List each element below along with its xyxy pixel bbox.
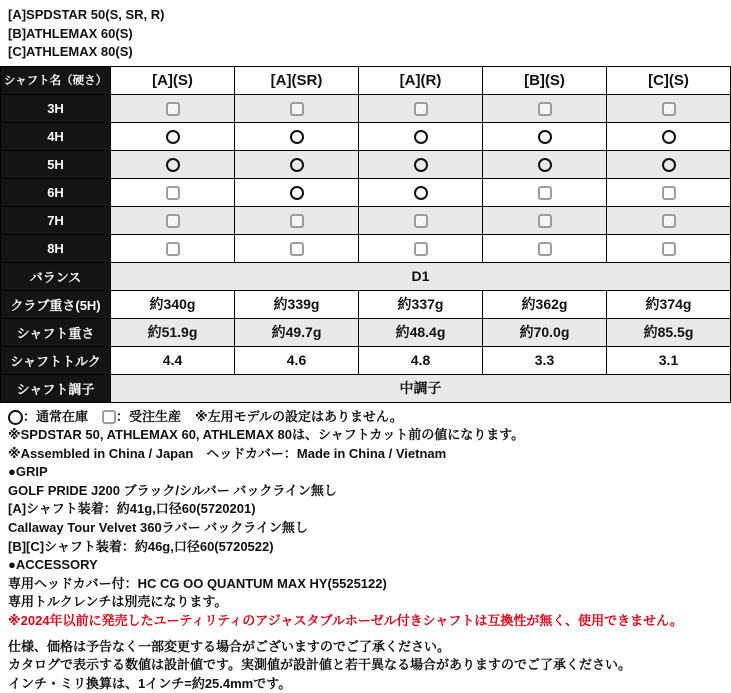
row-label: 8H xyxy=(1,234,111,262)
made-to-order-square-icon xyxy=(166,186,180,200)
model-line: [C]ATHLEMAX 80(S) xyxy=(8,43,731,62)
availability-cell xyxy=(235,150,359,178)
spec-value-merged: 中調子 xyxy=(111,374,731,402)
table-corner-label: シャフト名（硬さ） xyxy=(1,66,111,94)
table-row xyxy=(1,346,731,374)
in-stock-circle-icon xyxy=(166,130,180,144)
availability-cell xyxy=(235,234,359,262)
availability-cell xyxy=(111,206,235,234)
row-label: 6H xyxy=(1,178,111,206)
availability-cell xyxy=(607,94,731,122)
spec-value: 4.8 xyxy=(359,346,483,374)
table-row xyxy=(1,262,731,290)
model-list xyxy=(0,0,731,64)
accessory-heading: ●ACCESSORY xyxy=(8,556,731,575)
column-header: [A](R) xyxy=(359,66,483,94)
row-label: クラブ重さ(5H) xyxy=(1,290,111,318)
legend-line xyxy=(8,408,731,427)
column-header: [C](S) xyxy=(607,66,731,94)
in-stock-circle-icon xyxy=(538,130,552,144)
availability-cell xyxy=(483,94,607,122)
availability-cell xyxy=(359,206,483,234)
made-to-order-square-icon xyxy=(538,102,552,116)
legend-order-label: ：受注生産 xyxy=(116,409,181,424)
availability-cell xyxy=(235,122,359,150)
note-line: ※Assembled in China / Japan ヘッドカバー：Made in China / Vietnam xyxy=(8,445,731,464)
spec-value: 約339g xyxy=(235,290,359,318)
footer-line: 仕様、価格は予告なく一部変更する場合がございますのでご了承ください。 xyxy=(8,638,731,657)
spec-value: 約374g xyxy=(607,290,731,318)
availability-cell xyxy=(111,178,235,206)
availability-cell xyxy=(483,234,607,262)
made-to-order-square-icon xyxy=(290,102,304,116)
grip-heading: ●GRIP xyxy=(8,463,731,482)
footer-line: インチ・ミリ換算は、1インチ=約25.4mmです。 xyxy=(8,675,731,693)
spec-value: 4.6 xyxy=(235,346,359,374)
in-stock-circle-icon xyxy=(290,158,304,172)
availability-cell xyxy=(483,206,607,234)
made-to-order-square-icon xyxy=(290,242,304,256)
availability-cell xyxy=(607,150,731,178)
table-row xyxy=(1,178,731,206)
made-to-order-square-icon xyxy=(102,410,116,424)
table-row xyxy=(1,234,731,262)
spec-value: 約340g xyxy=(111,290,235,318)
table-row xyxy=(1,94,731,122)
footer-line: カタログで表示する数値は設計値です。実測値が設計値と若干異なる場合がありますのでご了承ください。 xyxy=(8,656,731,675)
spec-value: 約70.0g xyxy=(483,318,607,346)
table-row xyxy=(1,150,731,178)
notes-block xyxy=(0,403,731,693)
made-to-order-square-icon xyxy=(166,214,180,228)
in-stock-circle-icon xyxy=(414,158,428,172)
made-to-order-square-icon xyxy=(662,214,676,228)
availability-cell xyxy=(483,122,607,150)
availability-cell xyxy=(111,234,235,262)
availability-cell xyxy=(359,150,483,178)
availability-cell xyxy=(235,94,359,122)
row-label: 4H xyxy=(1,122,111,150)
availability-cell xyxy=(235,178,359,206)
spec-value: 3.3 xyxy=(483,346,607,374)
availability-cell xyxy=(111,122,235,150)
grip-line: GOLF PRIDE J200 ブラック/シルバー バックライン無し xyxy=(8,482,731,501)
availability-cell xyxy=(111,94,235,122)
availability-cell xyxy=(607,178,731,206)
made-to-order-square-icon xyxy=(414,102,428,116)
availability-cell xyxy=(483,150,607,178)
accessory-line: 専用トルクレンチは別売になります。 xyxy=(8,593,731,612)
availability-cell xyxy=(359,94,483,122)
spec-value: 約362g xyxy=(483,290,607,318)
spec-value: 約51.9g xyxy=(111,318,235,346)
made-to-order-square-icon xyxy=(166,102,180,116)
made-to-order-square-icon xyxy=(662,242,676,256)
table-row xyxy=(1,122,731,150)
in-stock-circle-icon xyxy=(290,130,304,144)
grip-line: [B][C]シャフト装着：約46g,口径60(5720522) xyxy=(8,538,731,557)
availability-cell xyxy=(359,234,483,262)
spec-value: 約48.4g xyxy=(359,318,483,346)
in-stock-circle-icon xyxy=(538,158,552,172)
grip-line: [A]シャフト装着：約41g,口径60(5720201) xyxy=(8,500,731,519)
table-row xyxy=(1,206,731,234)
made-to-order-square-icon xyxy=(538,214,552,228)
table-row xyxy=(1,318,731,346)
row-label: 5H xyxy=(1,150,111,178)
made-to-order-square-icon xyxy=(662,186,676,200)
in-stock-circle-icon xyxy=(290,186,304,200)
spec-value: 4.4 xyxy=(111,346,235,374)
made-to-order-square-icon xyxy=(538,242,552,256)
spec-value: 約85.5g xyxy=(607,318,731,346)
table-row xyxy=(1,290,731,318)
row-label: シャフト重さ xyxy=(1,318,111,346)
row-label: シャフト調子 xyxy=(1,374,111,402)
in-stock-circle-icon xyxy=(8,410,23,425)
availability-cell xyxy=(607,206,731,234)
grip-line: Callaway Tour Velvet 360ラバー バックライン無し xyxy=(8,519,731,538)
legend-stock-label: ：通常在庫 xyxy=(23,409,88,424)
footer-notes xyxy=(8,638,731,693)
row-label: シャフトトルク xyxy=(1,346,111,374)
row-label: 3H xyxy=(1,94,111,122)
column-header: [A](SR) xyxy=(235,66,359,94)
made-to-order-square-icon xyxy=(414,214,428,228)
row-label: バランス xyxy=(1,262,111,290)
general-notes xyxy=(8,426,731,463)
grip-lines xyxy=(8,482,731,556)
column-header-row xyxy=(1,66,731,94)
availability-cell xyxy=(235,206,359,234)
availability-cell xyxy=(607,122,731,150)
spec-value: 約49.7g xyxy=(235,318,359,346)
availability-cell xyxy=(111,150,235,178)
note-line: ※SPDSTAR 50, ATHLEMAX 60, ATHLEMAX 80は、シャフトカット前の値になります。 xyxy=(8,426,731,445)
shaft-spec-table xyxy=(0,66,731,403)
column-header: [B](S) xyxy=(483,66,607,94)
in-stock-circle-icon xyxy=(166,158,180,172)
model-line: [B]ATHLEMAX 60(S) xyxy=(8,25,731,44)
spec-value: 3.1 xyxy=(607,346,731,374)
availability-cell xyxy=(359,178,483,206)
spec-value-merged: D1 xyxy=(111,262,731,290)
made-to-order-square-icon xyxy=(290,214,304,228)
availability-cell xyxy=(483,178,607,206)
accessory-line: 専用ヘッドカバー付：HC CG OO QUANTUM MAX HY(5525122) xyxy=(8,575,731,594)
spec-value: 約337g xyxy=(359,290,483,318)
made-to-order-square-icon xyxy=(414,242,428,256)
column-header: [A](S) xyxy=(111,66,235,94)
made-to-order-square-icon xyxy=(662,102,676,116)
lefty-model-note: ※左用モデルの設定はありません。 xyxy=(195,409,403,424)
row-label: 7H xyxy=(1,206,111,234)
made-to-order-square-icon xyxy=(166,242,180,256)
compatibility-warning: ※2024年以前に発売したユーティリティのアジャスタブルホーゼル付きシャフトは互換性が無く、使用できません。 xyxy=(8,612,731,631)
availability-cell xyxy=(607,234,731,262)
in-stock-circle-icon xyxy=(414,186,428,200)
availability-cell xyxy=(359,122,483,150)
accessory-lines xyxy=(8,575,731,612)
in-stock-circle-icon xyxy=(662,158,676,172)
model-line: [A]SPDSTAR 50(S, SR, R) xyxy=(8,6,731,25)
table-row xyxy=(1,374,731,402)
made-to-order-square-icon xyxy=(538,186,552,200)
in-stock-circle-icon xyxy=(662,130,676,144)
in-stock-circle-icon xyxy=(414,130,428,144)
